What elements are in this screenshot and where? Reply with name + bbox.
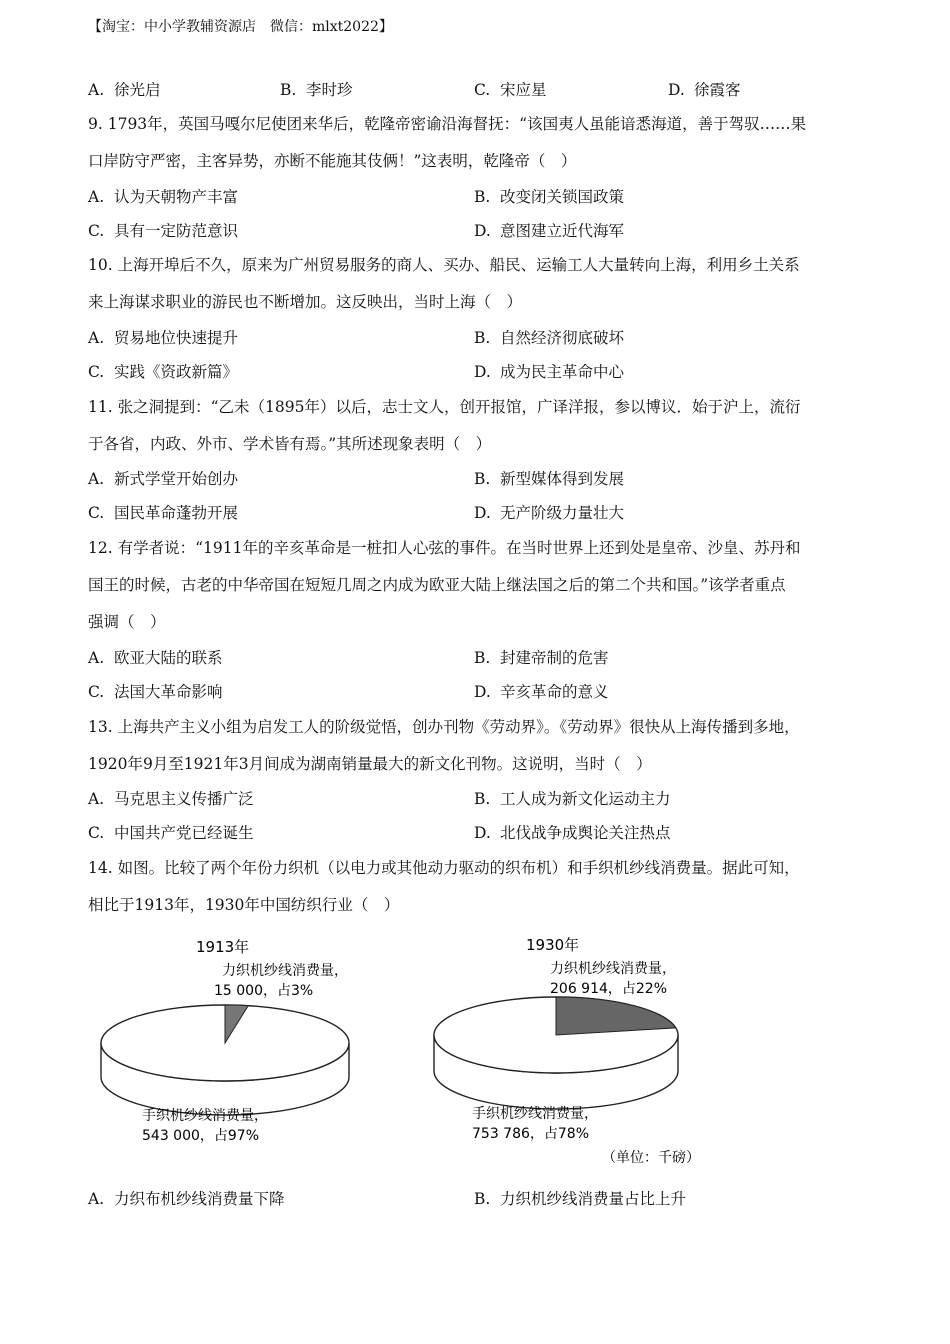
slice-label-power-1913: 力织机纱线消费量， (222, 963, 348, 979)
chart-unit-label: （单位：千磅） (602, 1150, 700, 1166)
q14-stem-line: 14. 如图。比较了两个年份力织机（以电力或其他动力驱动的织布机）和手织机纱线消费量。据此可知， (88, 859, 800, 877)
q8-option-a: A. 徐光启 (88, 81, 161, 99)
slice-power-loom-1930 (556, 997, 676, 1035)
q11-stem-line: 11. 张之洞提到：“乙未（1895年）以后，志士文人，创开报馆，广译洋报，参以博议．始于沪上，流衍 (88, 398, 801, 416)
slice-label-power-1930-value: 206 914，占22% (550, 981, 668, 997)
pie-chart-figure (0, 920, 950, 1180)
q9-option-a: A. 认为天朝物产丰富 (88, 188, 239, 206)
slice-label-hand-1913: 手织机纱线消费量， (142, 1108, 268, 1124)
q8-option-b: B. 李时珍 (280, 81, 353, 99)
q8-option-c: C. 宋应星 (474, 81, 547, 99)
q13-option-c: C. 中国共产党已经诞生 (88, 824, 254, 842)
q12-option-d: D. 辛亥革命的意义 (474, 683, 609, 701)
slice-label-hand-1930: 手织机纱线消费量， (472, 1106, 598, 1122)
q10-option-a: A. 贸易地位快速提升 (88, 329, 239, 347)
q9-option-b: B. 改变闭关锁国政策 (474, 188, 625, 206)
page-header: 【淘宝：中小学教辅资源店 微信：mlxt2022】 (88, 19, 393, 35)
slice-label-power-1913-value: 15 000，占3% (214, 983, 314, 999)
q11-option-a: A. 新式学堂开始创办 (88, 470, 239, 488)
q11-option-d: D. 无产阶级力量壮大 (474, 504, 625, 522)
q12-option-a: A. 欧亚大陆的联系 (88, 649, 223, 667)
chart-title-1930: 1930年 (526, 936, 580, 954)
q10-stem-line: 来上海谋求职业的游民也不断增加。这反映出，当时上海（ ） (88, 293, 523, 311)
q14-stem-line: 相比于1913年，1930年中国纺织行业（ ） (88, 896, 400, 914)
q13-stem-line: 1920年9月至1921年3月间成为湖南销量最大的新文化刊物。这说明，当时（ ） (88, 755, 652, 773)
q10-option-b: B. 自然经济彻底破坏 (474, 329, 625, 347)
pie-chart-1913 (101, 938, 349, 1144)
chart-title-1913: 1913年 (196, 938, 250, 956)
q8-option-d: D. 徐霞客 (668, 81, 741, 99)
q9-stem-line: 口岸防守严密，主客异势，亦断不能施其伎俩！”这表明，乾隆帝（ ） (88, 152, 577, 170)
q9-stem-line: 9. 1793年，英国马嘎尔尼使团来华后，乾隆帝密谕沿海督抚：“该国夷人虽能谙悉海道，善于驾驭……果 (88, 115, 807, 133)
pie-chart-1930 (434, 936, 700, 1166)
q13-option-a: A. 马克思主义传播广泛 (88, 790, 254, 808)
q13-option-b: B. 工人成为新文化运动主力 (474, 790, 671, 808)
slice-label-hand-1930-value: 753 786，占78% (472, 1126, 590, 1142)
q10-option-d: D. 成为民主革命中心 (474, 363, 625, 381)
q13-option-d: D. 北伐战争成舆论关注热点 (474, 824, 671, 842)
q12-option-b: B. 封建帝制的危害 (474, 649, 609, 667)
q9-option-d: D. 意图建立近代海军 (474, 222, 625, 240)
q10-option-c: C. 实践《资政新篇》 (88, 363, 239, 381)
q14-option-b: B. 力织机纱线消费量占比上升 (474, 1190, 687, 1208)
slice-label-hand-1913-value: 543 000，占97% (142, 1128, 260, 1144)
q12-stem-line: 强调（ ） (88, 613, 166, 631)
q12-option-c: C. 法国大革命影响 (88, 683, 223, 701)
q13-stem-line: 13. 上海共产主义小组为启发工人的阶级觉悟，创办刊物《劳动界》。《劳动界》很快从上海传播到多地， (88, 718, 800, 736)
q11-option-b: B. 新型媒体得到发展 (474, 470, 625, 488)
q14-option-a: A. 力织布机纱线消费量下降 (88, 1190, 285, 1208)
q9-option-c: C. 具有一定防范意识 (88, 222, 239, 240)
q10-stem-line: 10. 上海开埠后不久，原来为广州贸易服务的商人、买办、船民、运输工人大量转向上海，利用乡土关系 (88, 256, 800, 274)
slice-label-power-1930: 力织机纱线消费量， (550, 961, 676, 977)
q12-stem-line: 12. 有学者说：“1911年的辛亥革命是一桩扣人心弦的事件。在当时世界上还到处是皇帝、沙皇、苏丹和 (88, 539, 801, 557)
q11-stem-line: 于各省，内政、外市、学术皆有焉。”其所述现象表明（ ） (88, 435, 492, 453)
q12-stem-line: 国王的时候，古老的中华帝国在短短几周之内成为欧亚大陆上继法国之后的第二个共和国。”该学者重点 (88, 576, 786, 594)
q11-option-c: C. 国民革命蓬勃开展 (88, 504, 239, 522)
